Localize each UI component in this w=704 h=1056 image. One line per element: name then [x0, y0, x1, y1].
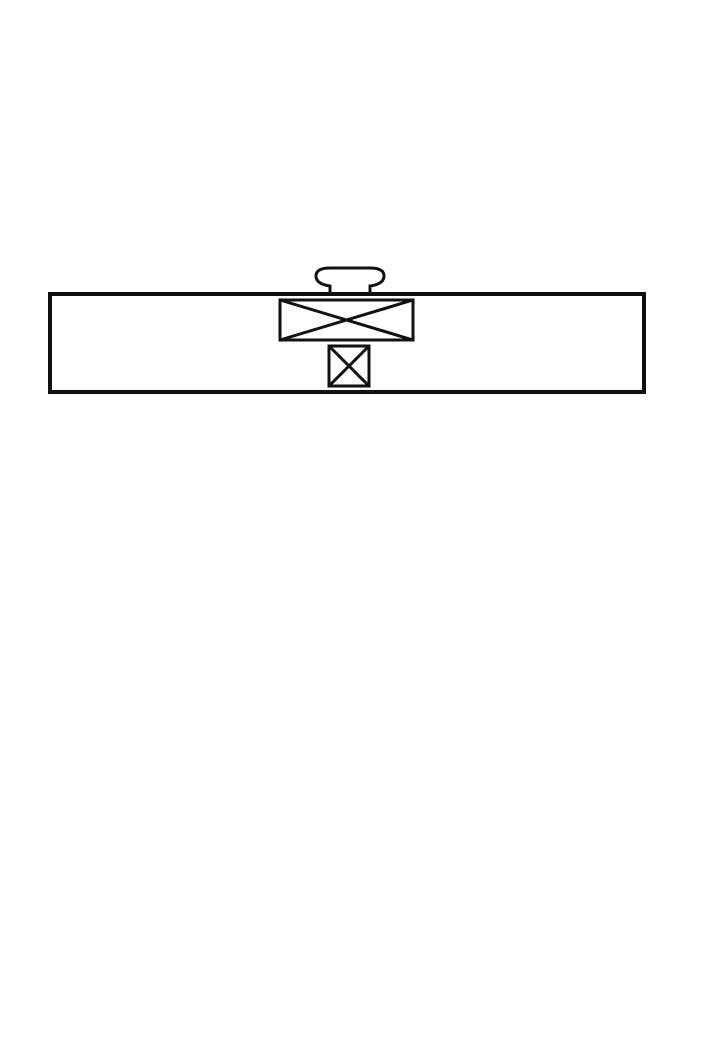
connector-diagram — [0, 0, 704, 420]
connector-latch — [316, 268, 384, 292]
blank-cavity-top — [280, 300, 413, 340]
blank-cavity-bottom — [329, 346, 369, 386]
